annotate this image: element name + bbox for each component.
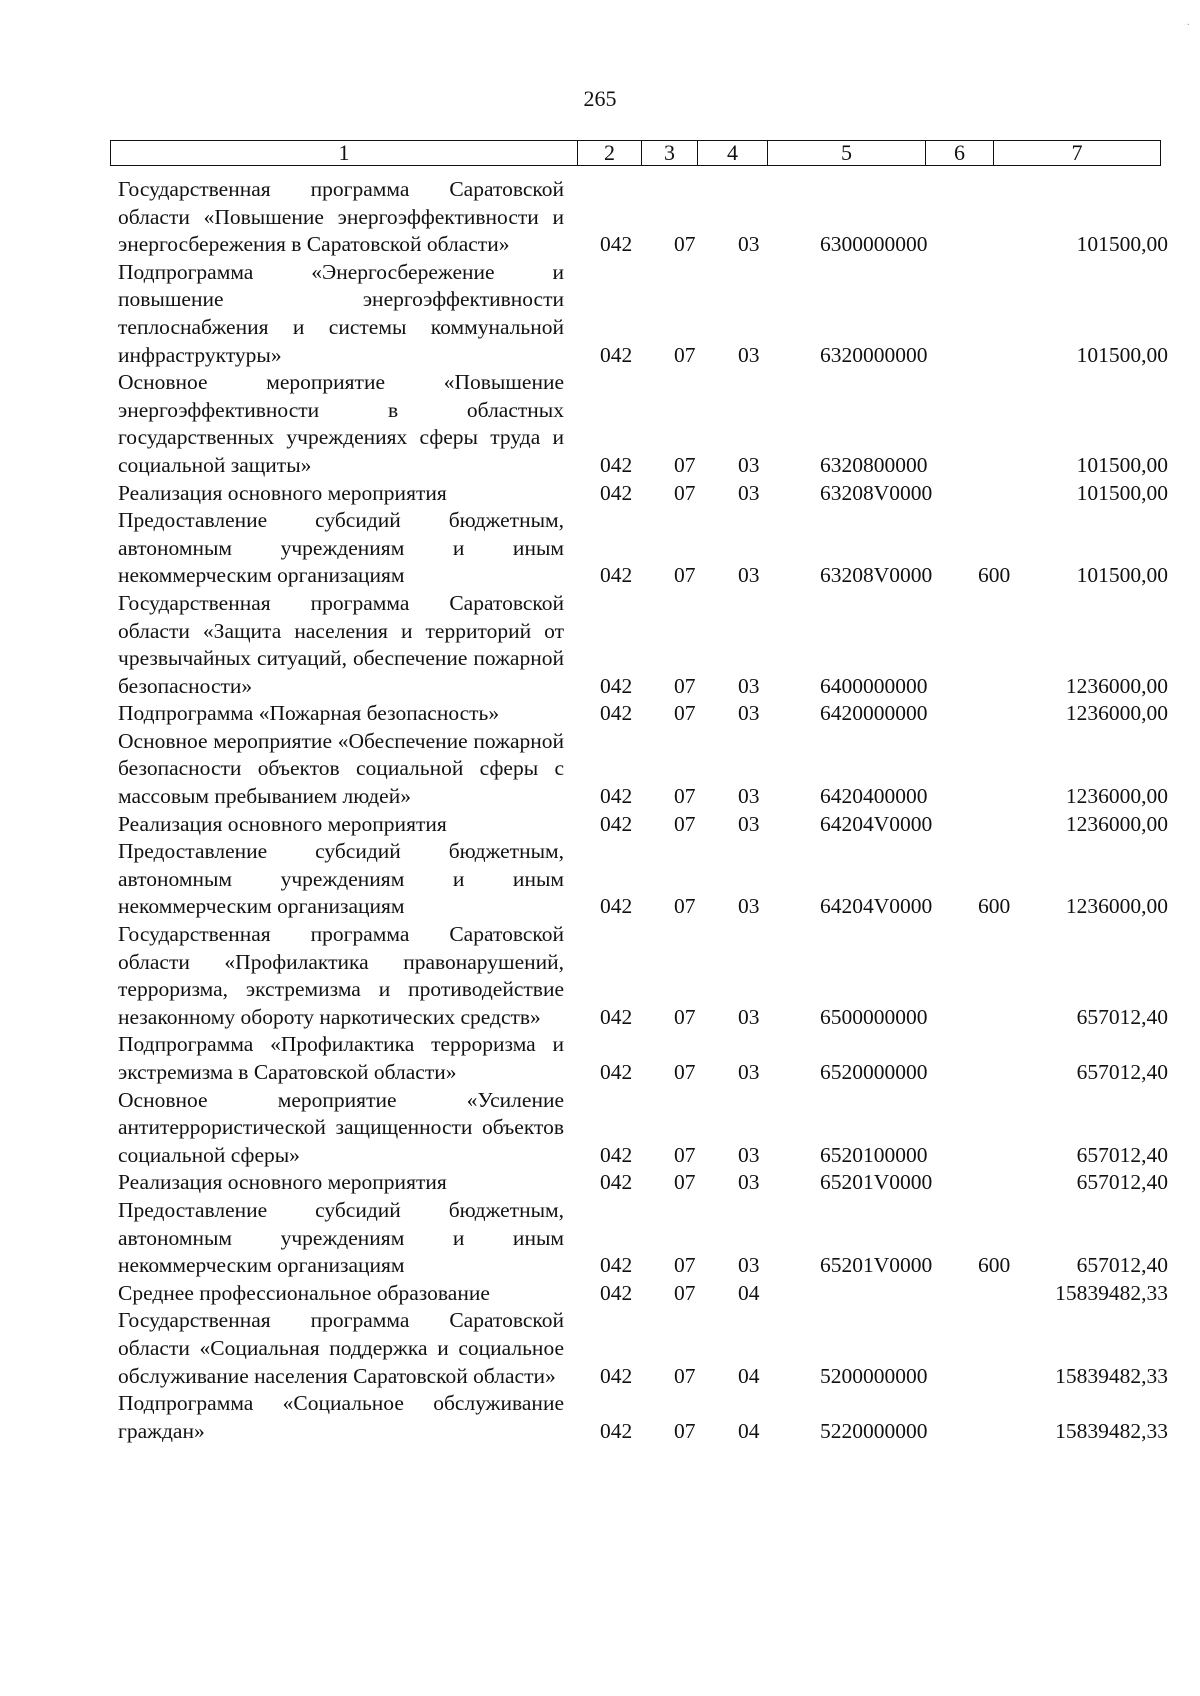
row-section: 07 bbox=[674, 701, 696, 726]
table-row bbox=[118, 176, 1168, 259]
row-name: Предоставление субсидий бюджетным, автономным учреждениям и иным некоммерческим организациям bbox=[118, 1197, 564, 1278]
table-row bbox=[118, 480, 1168, 508]
row-name: Основное мероприятие «Усиление антитеррористической защищенности объектов социальной сферы» bbox=[118, 1087, 564, 1167]
row-target-code: 5200000000 bbox=[820, 1363, 928, 1388]
table-header bbox=[110, 140, 1161, 166]
row-amount: 101500,00 bbox=[1076, 232, 1168, 257]
row-expense-type: 600 bbox=[978, 894, 1011, 919]
row-target-code: 65201V0000 bbox=[820, 1170, 933, 1195]
row-target-code: 6520100000 bbox=[820, 1142, 928, 1167]
row-name: Подпрограмма «Социальное обслуживание граждан» bbox=[118, 1391, 564, 1443]
row-target-code: 6320800000 bbox=[820, 452, 928, 477]
row-subsection: 03 bbox=[738, 673, 760, 698]
header-col-1: 1 bbox=[338, 140, 350, 165]
row-ved: 042 bbox=[600, 811, 633, 836]
row-ved: 042 bbox=[600, 342, 633, 367]
corner-mark: · bbox=[1186, 20, 1190, 31]
table-row bbox=[118, 369, 1168, 479]
row-amount: 1236000,00 bbox=[1065, 811, 1168, 836]
row-ved: 042 bbox=[600, 701, 633, 726]
row-subsection: 03 bbox=[738, 701, 760, 726]
row-name: Основное мероприятие «Повышение энергоэффективности в областных государственных учреждениях сферы труда и социальной защиты» bbox=[118, 370, 564, 477]
row-name: Реализация основного мероприятия bbox=[118, 1170, 447, 1195]
row-section: 07 bbox=[674, 1363, 696, 1388]
row-section: 07 bbox=[674, 1004, 696, 1029]
row-amount: 101500,00 bbox=[1076, 452, 1168, 477]
row-section: 07 bbox=[674, 1253, 696, 1278]
row-section: 07 bbox=[674, 1418, 696, 1443]
row-amount: 15839482,33 bbox=[1055, 1280, 1168, 1305]
row-section: 07 bbox=[674, 1170, 696, 1195]
row-subsection: 03 bbox=[738, 1253, 760, 1278]
row-target-code: 6320000000 bbox=[820, 342, 928, 367]
row-target-code: 6420400000 bbox=[820, 784, 928, 809]
table-row bbox=[118, 838, 1168, 921]
row-ved: 042 bbox=[600, 1363, 633, 1388]
row-subsection: 03 bbox=[738, 480, 760, 505]
row-subsection: 03 bbox=[738, 894, 760, 919]
row-ved: 042 bbox=[600, 452, 633, 477]
row-ved: 042 bbox=[600, 673, 633, 698]
row-amount: 657012,40 bbox=[1076, 1142, 1168, 1167]
row-subsection: 03 bbox=[738, 563, 760, 588]
row-name: Предоставление субсидий бюджетным, автономным учреждениям и иным некоммерческим организациям bbox=[118, 839, 564, 919]
row-name: Подпрограмма «Пожарная безопасность» bbox=[118, 701, 500, 726]
row-section: 07 bbox=[674, 452, 696, 477]
row-name: Основное мероприятие «Обеспечение пожарной безопасности объектов социальной сферы с массовым пребыванием людей» bbox=[118, 728, 564, 809]
table-row bbox=[118, 921, 1168, 1031]
row-name: Государственная программа Саратовской области «Социальная поддержка и социальное обслуживание населения Саратовской области» bbox=[118, 1308, 564, 1388]
row-target-code: 64204V0000 bbox=[820, 811, 933, 836]
row-ved: 042 bbox=[600, 1170, 633, 1195]
row-expense-type: 600 bbox=[978, 1253, 1011, 1278]
row-subsection: 04 bbox=[738, 1280, 760, 1305]
row-target-code: 63208V0000 bbox=[820, 480, 933, 505]
table-row bbox=[118, 1390, 1168, 1445]
header-col-5: 5 bbox=[767, 141, 925, 165]
row-section: 07 bbox=[674, 563, 696, 588]
row-subsection: 03 bbox=[738, 1142, 760, 1167]
table-row bbox=[118, 1307, 1168, 1390]
row-target-code: 6400000000 bbox=[820, 673, 928, 698]
table-row bbox=[118, 728, 1168, 811]
row-subsection: 03 bbox=[738, 811, 760, 836]
row-amount: 1236000,00 bbox=[1065, 784, 1168, 809]
row-amount: 657012,40 bbox=[1076, 1253, 1168, 1278]
row-section: 07 bbox=[674, 811, 696, 836]
row-target-code: 5220000000 bbox=[820, 1418, 928, 1443]
row-expense-type: 600 bbox=[978, 563, 1011, 588]
row-section: 07 bbox=[674, 1280, 696, 1305]
header-col-6: 6 bbox=[925, 141, 993, 165]
row-name: Реализация основного мероприятия bbox=[118, 480, 447, 505]
table-row bbox=[118, 507, 1168, 590]
header-col-3: 3 bbox=[641, 141, 697, 165]
row-ved: 042 bbox=[600, 1418, 633, 1443]
row-amount: 101500,00 bbox=[1076, 480, 1168, 505]
row-name: Подпрограмма «Профилактика терроризма и экстремизма в Саратовской области» bbox=[118, 1032, 564, 1084]
table-body bbox=[118, 176, 1168, 1445]
row-ved: 042 bbox=[600, 1142, 633, 1167]
row-ved: 042 bbox=[600, 784, 633, 809]
row-name: Государственная программа Саратовской области «Повышение энергоэффективности и энергосбережения в Саратовской области» bbox=[118, 177, 564, 257]
table-row bbox=[118, 1280, 1168, 1308]
row-ved: 042 bbox=[600, 232, 633, 257]
row-subsection: 03 bbox=[738, 342, 760, 367]
row-amount: 1236000,00 bbox=[1065, 673, 1168, 698]
row-subsection: 03 bbox=[738, 232, 760, 257]
row-target-code: 6420000000 bbox=[820, 701, 928, 726]
row-subsection: 03 bbox=[738, 1170, 760, 1195]
table-row bbox=[118, 1087, 1168, 1170]
row-ved: 042 bbox=[600, 480, 633, 505]
row-subsection: 04 bbox=[738, 1418, 760, 1443]
row-ved: 042 bbox=[600, 1280, 633, 1305]
row-amount: 101500,00 bbox=[1076, 563, 1168, 588]
row-amount: 657012,40 bbox=[1076, 1060, 1168, 1084]
row-target-code: 6500000000 bbox=[820, 1004, 928, 1029]
row-amount: 15839482,33 bbox=[1055, 1418, 1168, 1443]
row-ved: 042 bbox=[600, 1060, 633, 1084]
row-section: 07 bbox=[674, 1060, 696, 1084]
row-amount: 657012,40 bbox=[1076, 1004, 1168, 1029]
row-section: 07 bbox=[674, 673, 696, 698]
row-ved: 042 bbox=[600, 563, 633, 588]
header-col-4: 4 bbox=[697, 141, 767, 165]
row-name: Реализация основного мероприятия bbox=[118, 811, 447, 836]
row-amount: 1236000,00 bbox=[1065, 701, 1168, 726]
header-col-7: 7 bbox=[993, 141, 1160, 165]
table-row bbox=[118, 259, 1168, 369]
row-name: Подпрограмма «Энергосбережение и повышение энергоэффективности теплоснабжения и системы коммунальной инфраструктуры» bbox=[118, 259, 564, 367]
row-section: 07 bbox=[674, 342, 696, 367]
row-target-code: 64204V0000 bbox=[820, 894, 933, 919]
row-section: 07 bbox=[674, 784, 696, 809]
row-name: Государственная программа Саратовской области «Защита населения и территорий от чрезвычайных ситуаций, обеспечение пожарной безопасности» bbox=[118, 590, 564, 698]
row-subsection: 03 bbox=[738, 1004, 760, 1029]
row-subsection: 03 bbox=[738, 452, 760, 477]
row-subsection: 04 bbox=[738, 1363, 760, 1388]
row-subsection: 03 bbox=[738, 784, 760, 809]
table-row bbox=[118, 700, 1168, 728]
row-target-code: 6520000000 bbox=[820, 1060, 928, 1084]
row-section: 07 bbox=[674, 1142, 696, 1167]
row-amount: 1236000,00 bbox=[1065, 894, 1168, 919]
row-target-code: 63208V0000 bbox=[820, 563, 933, 588]
row-ved: 042 bbox=[600, 1253, 633, 1278]
row-name: Государственная программа Саратовской области «Профилактика правонарушений, терроризма, экстремизма и противодействие незаконному обороту наркотических средств» bbox=[118, 922, 564, 1029]
row-ved: 042 bbox=[600, 1004, 633, 1029]
row-name: Предоставление субсидий бюджетным, автономным учреждениям и иным некоммерческим организациям bbox=[118, 508, 564, 588]
row-section: 07 bbox=[674, 894, 696, 919]
row-name: Среднее профессиональное образование bbox=[118, 1280, 490, 1305]
page-number: 265 bbox=[583, 86, 617, 111]
row-section: 07 bbox=[674, 232, 696, 257]
row-amount: 15839482,33 bbox=[1055, 1363, 1168, 1388]
row-amount: 657012,40 bbox=[1076, 1170, 1168, 1195]
header-col-2: 2 bbox=[577, 141, 641, 165]
table-row bbox=[118, 811, 1168, 839]
table-row bbox=[118, 1169, 1168, 1197]
row-target-code: 6300000000 bbox=[820, 232, 928, 257]
row-subsection: 03 bbox=[738, 1060, 760, 1084]
row-section: 07 bbox=[674, 480, 696, 505]
row-ved: 042 bbox=[600, 894, 633, 919]
row-target-code: 65201V0000 bbox=[820, 1253, 933, 1278]
table-row bbox=[118, 590, 1168, 700]
row-amount: 101500,00 bbox=[1076, 342, 1168, 367]
table-row bbox=[118, 1031, 1168, 1086]
table-row bbox=[118, 1197, 1168, 1280]
